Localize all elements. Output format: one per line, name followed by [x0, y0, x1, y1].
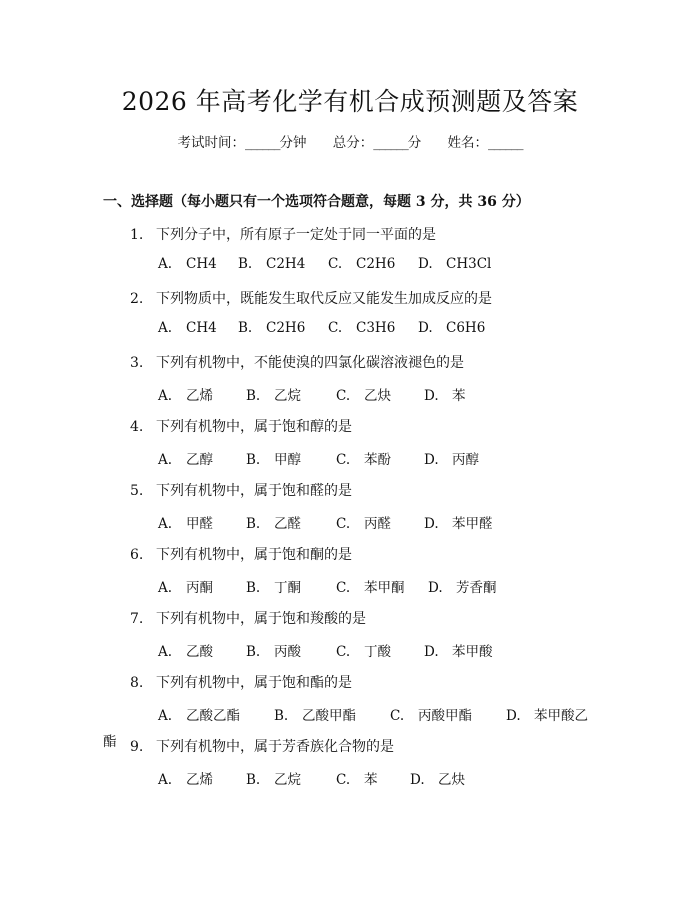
option-c: [336, 384, 391, 404]
option-b: [238, 256, 305, 272]
option-label: A.: [158, 644, 173, 660]
option-label: C.: [328, 256, 343, 272]
question-text: 下列分子中，所有原子一定处于同一平面的是: [156, 227, 436, 243]
option-label: D.: [506, 708, 521, 724]
option-text: 乙烯: [186, 772, 213, 788]
option-a: [158, 512, 213, 532]
score-blank: ______: [373, 135, 408, 151]
page-title: 2026 年高考化学有机合成预测题及答案: [121, 87, 579, 116]
option-text: 丁酮: [274, 580, 301, 596]
option-label: A.: [158, 516, 173, 532]
question-text: 下列有机物中，属于饱和羧酸的是: [156, 611, 366, 627]
option-d: [424, 640, 493, 660]
option-d: [418, 256, 491, 272]
option-a: [158, 768, 213, 788]
option-d: [424, 384, 466, 404]
option-c: [328, 256, 395, 272]
option-label: A.: [158, 452, 173, 468]
option-c: [336, 640, 391, 660]
option-text: CH4: [186, 320, 217, 336]
time-unit: 分钟: [279, 135, 307, 151]
time-blank: ______: [244, 135, 280, 151]
option-text: C2H6: [266, 320, 306, 336]
question-8: [130, 672, 352, 692]
question-text: 下列有机物中，属于饱和酮的是: [156, 547, 352, 563]
option-text: 乙酸乙酯: [186, 708, 240, 724]
option-b: [246, 576, 301, 596]
option-label: B.: [238, 256, 253, 272]
option-b: [246, 768, 301, 788]
option-a: [158, 576, 213, 596]
option-text: 乙炔: [364, 388, 391, 404]
option-label: B.: [238, 320, 253, 336]
option-text: 苯甲醛: [452, 516, 493, 532]
option-b: [246, 640, 301, 660]
question-number: 6.: [130, 547, 144, 563]
option-label: D.: [410, 772, 425, 788]
question-number: 4.: [130, 419, 144, 435]
option-text: 甲醇: [274, 452, 301, 468]
score-unit: 分: [407, 135, 422, 151]
option-d: [506, 704, 588, 724]
question-5: [130, 480, 352, 500]
option-b: [246, 512, 301, 532]
option-text: 丙酸甲酯: [418, 708, 472, 724]
option-b: [274, 704, 356, 724]
option-d: [410, 768, 465, 788]
option-c: [336, 448, 391, 468]
option-label: C.: [336, 580, 351, 596]
option-label: A.: [158, 320, 173, 336]
option-label: B.: [246, 580, 261, 596]
option-text: C2H4: [266, 256, 306, 272]
question-text: 下列物质中，既能发生取代反应又能发生加成反应的是: [156, 291, 492, 307]
option-c: [336, 768, 378, 788]
question-9: [130, 736, 394, 756]
option-b: [246, 384, 301, 404]
option-a: [158, 320, 217, 336]
option-text: 丙酸: [274, 644, 301, 660]
option-label: A.: [158, 708, 173, 724]
question-4: [130, 416, 352, 436]
option-label: C.: [336, 772, 351, 788]
option-text: CH4: [186, 256, 217, 272]
option-a: [158, 256, 217, 272]
section-heading: 一、选择题（每小题只有一个选项符合题意，每题 3 分，共 36 分）: [103, 194, 530, 210]
option-text: C6H6: [446, 320, 486, 336]
question-number: 9.: [130, 739, 144, 755]
option-text: 乙酸: [186, 644, 213, 660]
question-number: 2.: [130, 291, 144, 307]
option-d: [424, 512, 493, 532]
name-blank: ______: [488, 135, 523, 151]
option-text: 苯甲酮: [364, 580, 405, 596]
option-text: 丙醛: [364, 516, 391, 532]
question-text: 下列有机物中，属于饱和醇的是: [156, 419, 352, 435]
option-label: A.: [158, 388, 173, 404]
option-text: 丁酸: [364, 644, 391, 660]
option-label: C.: [390, 708, 405, 724]
question-3: [130, 352, 464, 372]
option-label: D.: [428, 580, 443, 596]
option-c: [390, 704, 472, 724]
option-text: 乙炔: [438, 772, 465, 788]
option-a: [158, 640, 213, 660]
option-d: [424, 448, 479, 468]
option-d: [418, 320, 485, 336]
option-text: 乙烯: [186, 388, 213, 404]
option-c: [336, 512, 391, 532]
option-label: C.: [328, 320, 343, 336]
question-number: 3.: [130, 355, 144, 371]
score-label: 总分：: [332, 135, 374, 151]
option-text: 乙醛: [274, 516, 301, 532]
option-text: C3H6: [356, 320, 396, 336]
question-number: 7.: [130, 611, 144, 627]
option-wrap-tail: 酯: [103, 734, 117, 750]
option-label: B.: [246, 772, 261, 788]
question-number: 1.: [130, 227, 144, 243]
option-a: [158, 448, 213, 468]
option-label: D.: [424, 516, 439, 532]
name-label: 姓名：: [447, 135, 489, 151]
question-7: [130, 608, 366, 628]
option-label: D.: [424, 644, 439, 660]
option-text: 丙醇: [452, 452, 479, 468]
exam-info-line: [0, 131, 700, 151]
option-text: C2H6: [356, 256, 396, 272]
question-6: [130, 544, 352, 564]
option-label: A.: [158, 256, 173, 272]
option-text: 苯甲酸乙: [534, 708, 588, 724]
exam-time-field: [177, 135, 306, 151]
option-text: CH3Cl: [446, 256, 492, 272]
option-text: 乙酸甲酯: [302, 708, 356, 724]
option-text: 乙醇: [186, 452, 213, 468]
option-c: [336, 576, 405, 596]
question-1: [130, 224, 436, 244]
option-label: D.: [424, 388, 439, 404]
option-label: B.: [246, 388, 261, 404]
option-c: [328, 320, 395, 336]
option-text: 苯: [364, 772, 378, 788]
option-label: A.: [158, 772, 173, 788]
question-text: 下列有机物中，不能使溴的四氯化碳溶液褪色的是: [156, 355, 464, 371]
option-label: B.: [246, 644, 261, 660]
option-text: 苯酚: [364, 452, 391, 468]
option-label: D.: [424, 452, 439, 468]
time-label: 考试时间：: [177, 135, 245, 151]
option-text: 苯甲酸: [452, 644, 493, 660]
option-text: 芳香酮: [456, 580, 497, 596]
option-label: C.: [336, 452, 351, 468]
option-label: C.: [336, 516, 351, 532]
option-text: 乙烷: [274, 388, 301, 404]
option-label: C.: [336, 388, 351, 404]
option-text: 苯: [452, 388, 466, 404]
option-d: [428, 576, 497, 596]
question-text: 下列有机物中，属于饱和醛的是: [156, 483, 352, 499]
question-text: 下列有机物中，属于芳香族化合物的是: [156, 739, 394, 755]
option-a: [158, 704, 240, 724]
option-label: C.: [336, 644, 351, 660]
option-label: B.: [246, 452, 261, 468]
question-number: 8.: [130, 675, 144, 691]
question-2: [130, 288, 492, 308]
question-text: 下列有机物中，属于饱和酯的是: [156, 675, 352, 691]
option-label: D.: [418, 320, 433, 336]
question-number: 5.: [130, 483, 144, 499]
option-text: 乙烷: [274, 772, 301, 788]
option-text: 丙酮: [186, 580, 213, 596]
option-label: A.: [158, 580, 173, 596]
total-score-field: [333, 135, 422, 151]
option-text: 甲醛: [186, 516, 213, 532]
option-label: B.: [274, 708, 289, 724]
option-b: [238, 320, 305, 336]
option-label: D.: [418, 256, 433, 272]
option-label: B.: [246, 516, 261, 532]
option-a: [158, 384, 213, 404]
option-b: [246, 448, 301, 468]
name-field: [448, 135, 523, 151]
